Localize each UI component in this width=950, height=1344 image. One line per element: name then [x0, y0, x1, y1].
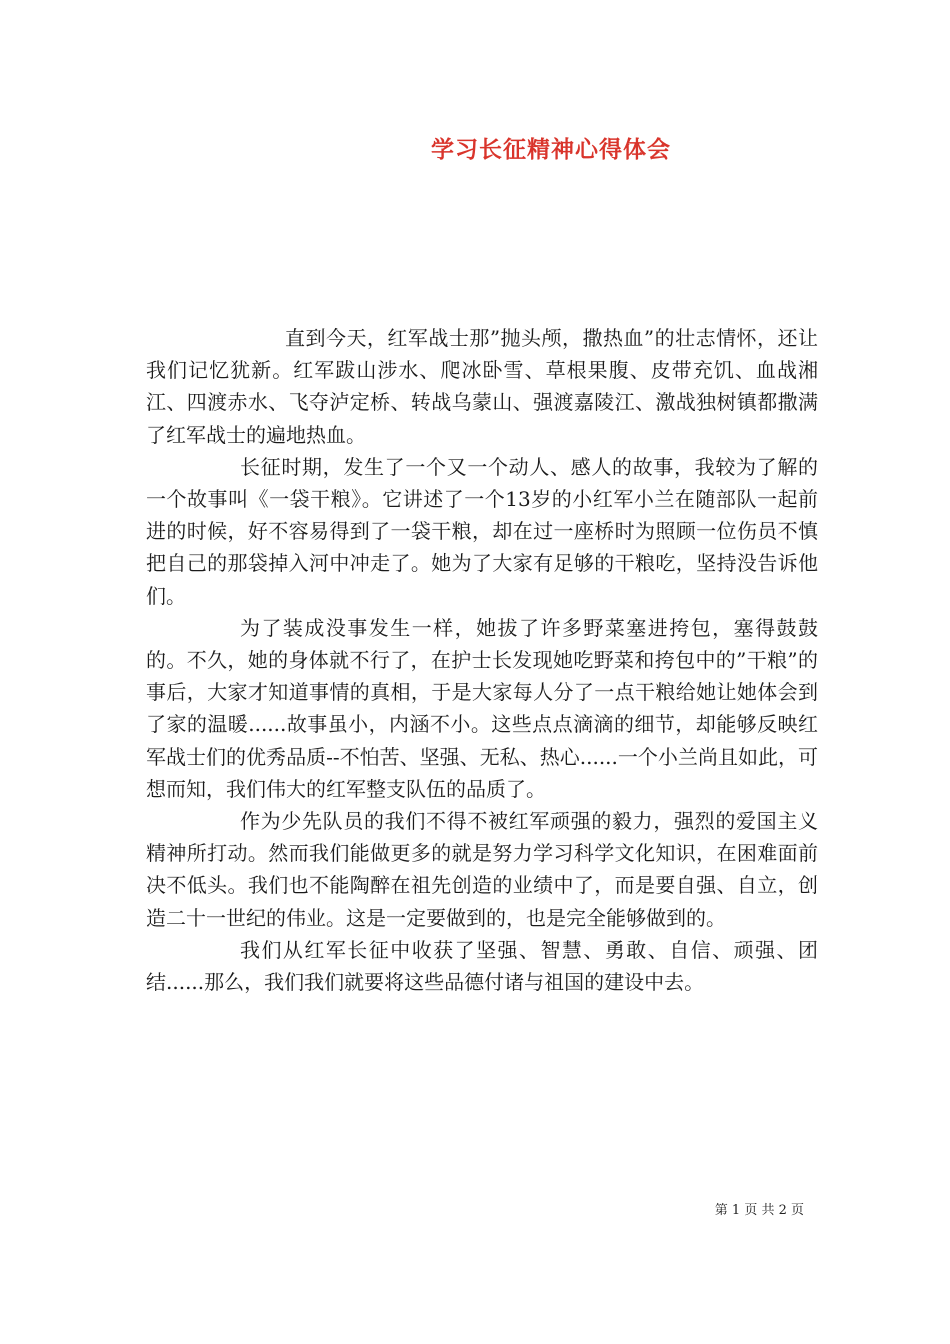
paragraph-3: 为了装成没事发生一样，她拔了许多野菜塞进挎包，塞得鼓鼓的。不久，她的身体就不行了，在护士长发现她吃野菜和挎包中的”干粮”的事后，大家才知道事情的真相，于是大家每人分了一点干粮给她让她体会到了家的温暖......故事虽小，内涵不小。这些点点滴滴的细节，却能够反映红军战士们的优秀品质--不怕苦、坚强、无私、热心......一个小兰尚且如此，可想而知，我们伟大的红军整支队伍的品质了。: [146, 615, 818, 801]
document-title: 学习长征精神心得体会: [431, 137, 671, 163]
paragraph-5: 我们从红军长征中收获了坚强、智慧、勇敢、自信、顽强、团结......那么，我们我们就要将这些品德付诸与祖国的建设中去。: [146, 937, 818, 995]
paragraph-2: 长征时期，发生了一个又一个动人、感人的故事，我较为了解的一个故事叫《一袋干粮》。它讲述了一个13岁的小红军小兰在随部队一起前进的时候，好不容易得到了一袋干粮，却在过一座桥时为照顾一位伤员不慎把自己的那袋掉入河中冲走了。她为了大家有足够的干粮吃，坚持没告诉他们。: [146, 454, 818, 608]
paragraph-1: 直到今天，红军战士那”抛头颅，撒热血”的壮志情怀，还让我们记忆犹新。红军跋山涉水、爬冰卧雪、草根果腹、皮带充饥、血战湘江、四渡赤水、飞夺泸定桥、转战乌蒙山、强渡嘉陵江、激战独树镇都撒满了红军战士的遍地热血。: [146, 326, 818, 447]
document-body: [146, 322, 818, 998]
paragraph-4: 作为少先队员的我们不得不被红军顽强的毅力，强烈的爱国主义精神所打动。然而我们能做更多的就是努力学习科学文化知识，在困难面前决不低头。我们也不能陶醉在祖先创造的业绩中了，而是要自强、自立，创造二十一世纪的伟业。这是一定要做到的，也是完全能够做到的。: [146, 809, 818, 930]
page-number-footer: 第 1 页 共 2 页: [714, 1203, 804, 1218]
